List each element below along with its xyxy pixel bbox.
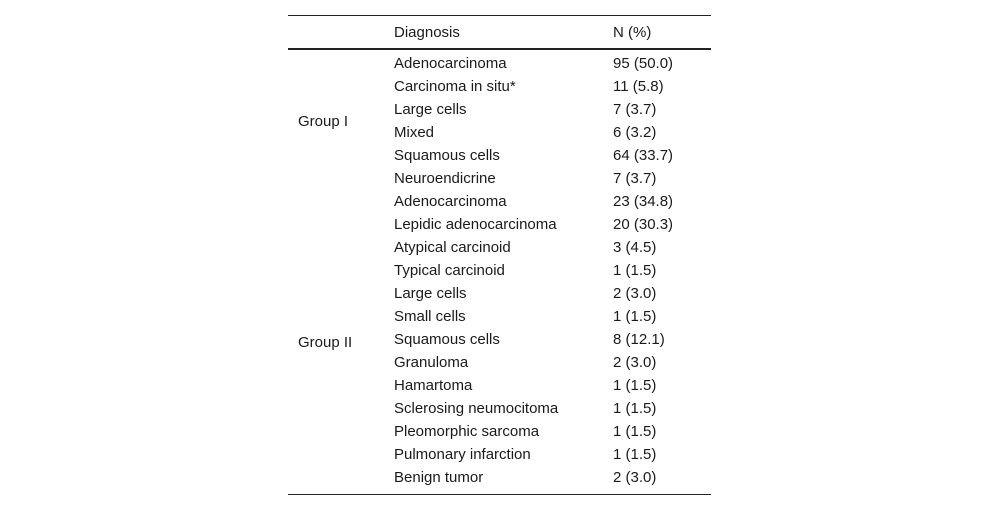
diagnosis-cell: Benign tumor: [394, 469, 484, 486]
header-group: [288, 16, 384, 50]
n-percent-cell: 2 (3.0): [613, 469, 657, 486]
n-percent-cell: 20 (30.3): [613, 216, 674, 233]
n-percent-cell: 64 (33.7): [613, 147, 674, 164]
diagnosis-cell: Mixed: [394, 124, 435, 141]
table-row: [288, 49, 711, 75]
n-percent-cell: 8 (12.1): [613, 331, 665, 348]
diagnosis-cell: Squamous cells: [394, 331, 500, 348]
diagnosis-table: [288, 15, 711, 495]
header-diagnosis: Diagnosis: [394, 24, 460, 41]
n-percent-cell: 7 (3.7): [613, 101, 657, 118]
n-percent-cell: 1 (1.5): [613, 377, 657, 394]
group-label: Group I: [298, 112, 349, 130]
n-percent-cell: 1 (1.5): [613, 262, 657, 279]
diagnosis-cell: Atypical carcinoid: [394, 239, 511, 256]
diagnosis-cell: Neuroendicrine: [394, 170, 496, 187]
table-row: [288, 190, 711, 213]
n-percent-cell: 2 (3.0): [613, 354, 657, 371]
n-percent-cell: 1 (1.5): [613, 308, 657, 325]
header-n-percent: N (%): [613, 24, 652, 41]
diagnosis-cell: Lepidic adenocarcinoma: [394, 216, 557, 233]
n-percent-cell: 2 (3.0): [613, 285, 657, 302]
n-percent-cell: 6 (3.2): [613, 124, 657, 141]
table-header: [288, 16, 711, 50]
table-body: [288, 49, 711, 495]
diagnosis-cell: Pulmonary infarction: [394, 446, 531, 463]
n-percent-cell: 23 (34.8): [613, 193, 674, 210]
header-row: [288, 16, 711, 50]
diagnosis-cell: Granuloma: [394, 354, 469, 371]
diagnosis-cell: Hamartoma: [394, 377, 473, 394]
diagnosis-cell: Carcinoma in situ*: [394, 78, 516, 95]
diagnosis-cell: Small cells: [394, 308, 466, 325]
diagnosis-cell: Adenocarcinoma: [394, 193, 507, 210]
n-percent-cell: 95 (50.0): [613, 55, 674, 72]
diagnosis-cell: Large cells: [394, 101, 467, 118]
diagnosis-cell: Adenocarcinoma: [394, 55, 507, 72]
group-label: Group II: [298, 333, 353, 351]
diagnosis-cell: Typical carcinoid: [394, 262, 505, 279]
n-percent-cell: 7 (3.7): [613, 170, 657, 187]
diagnosis-cell: Large cells: [394, 285, 467, 302]
n-percent-cell: 1 (1.5): [613, 446, 657, 463]
n-percent-cell: 11 (5.8): [613, 78, 664, 95]
n-percent-cell: 1 (1.5): [613, 423, 657, 440]
diagnosis-cell: Squamous cells: [394, 147, 500, 164]
diagnosis-cell: Pleomorphic sarcoma: [394, 423, 540, 440]
diagnosis-cell: Sclerosing neumocitoma: [394, 400, 559, 417]
n-percent-cell: 3 (4.5): [613, 239, 657, 256]
n-percent-cell: 1 (1.5): [613, 400, 657, 417]
